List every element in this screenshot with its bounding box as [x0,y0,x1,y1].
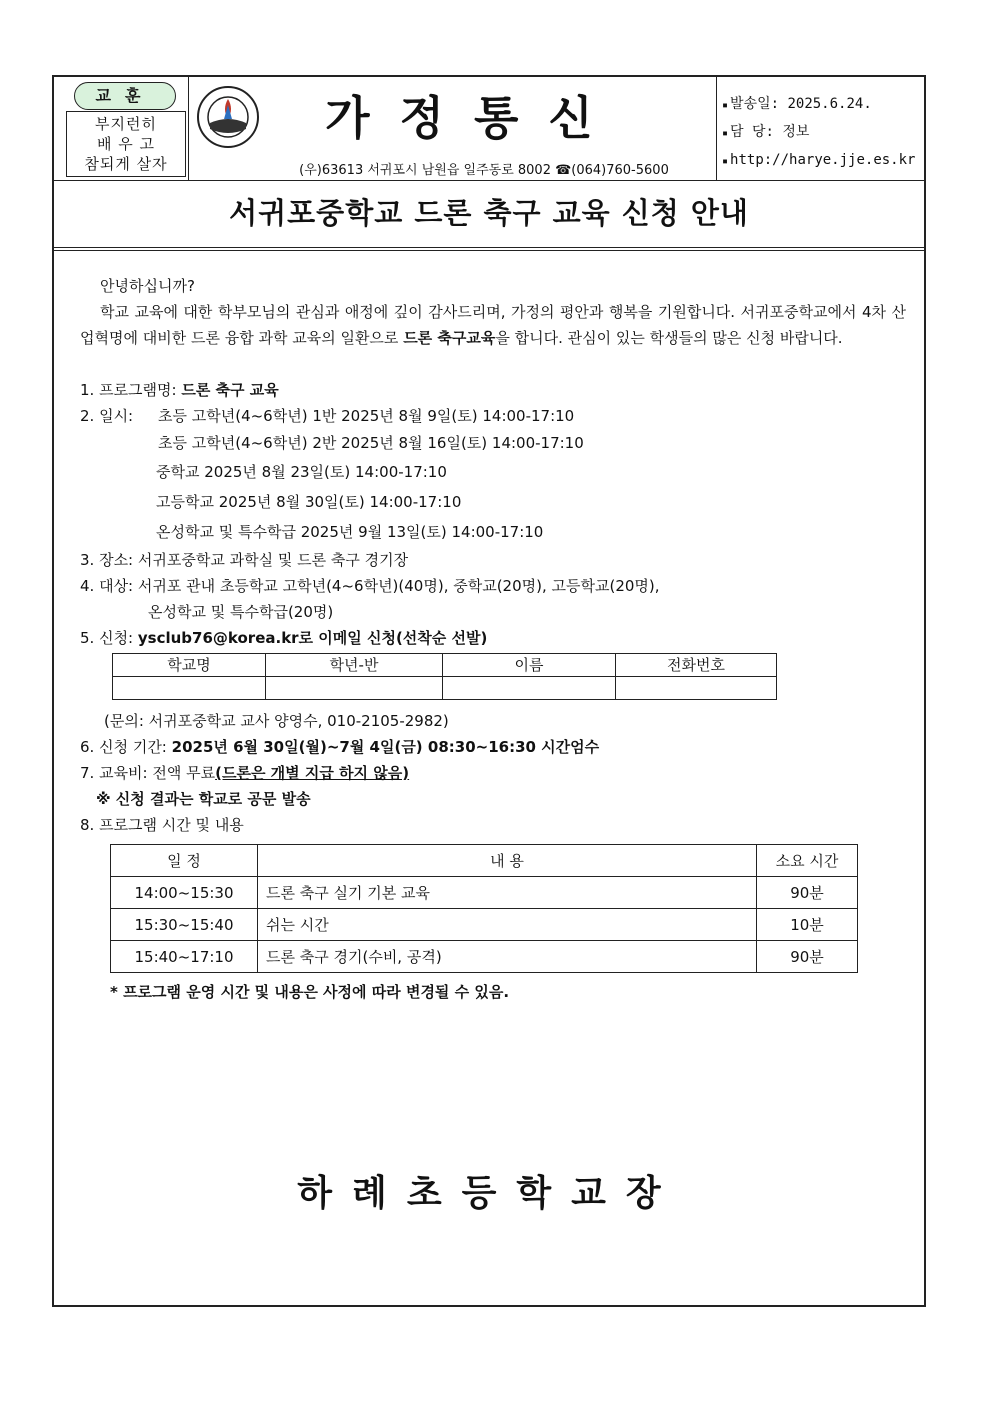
item-period [80,734,906,760]
table-header: 이름 [443,654,616,677]
schedule-content: 드론 축구 경기(수비, 공격) [258,941,757,973]
inquiry-info: (문의: 서귀포중학교 교사 양영수, 010-2105-2982) [104,712,449,730]
intro-emphasis: 드론 축구교육 [403,329,496,347]
item-label: 2. 일시: [80,407,134,425]
page-title: 가정통신 [325,91,623,145]
intro-text: 을 합니다. 관심이 있는 학생들의 많은 신청 바랍니다. [495,329,843,347]
application-form-table [112,653,777,700]
schedule-table [110,844,858,973]
schedule-time: 15:30~15:40 [111,909,258,941]
table-row [111,941,858,973]
table-header: 내 용 [258,845,757,877]
notice: ※ 신청 결과는 학교로 공문 발송 [96,790,311,808]
divider [188,77,189,180]
motto-title: 교훈 [74,82,176,110]
table-header: 소요 시간 [757,845,858,877]
date-line: 초등 고학년(4~6학년) 1반 2025년 8월 9일(토) 14:00-17:10 [158,407,575,425]
school-logo-icon [196,85,260,149]
issue-date: ▪ 발송일: 2025.6.24. [722,91,922,119]
school-address: (우)63613 서귀포시 남원읍 일주동로 8002 ☎(064)760-5600 [299,163,669,178]
item-dates [80,403,906,429]
divider [54,180,924,181]
item-value: 드론 축구 교육 [181,381,279,399]
document-body [80,273,906,1005]
schedule-duration: 90분 [757,941,858,973]
letterhead [54,77,924,180]
school-motto [60,79,188,177]
item-program [80,377,906,403]
intro-paragraph [80,299,906,351]
item-schedule: 8. 프로그램 시간 및 내용 [80,816,244,834]
schedule-duration: 90분 [757,877,858,909]
schedule-footnote: * 프로그램 운영 시간 및 내용은 사정에 따라 변경될 수 있음. [110,983,510,1001]
item-location: 3. 장소: 서귀포중학교 과학실 및 드론 축구 경기장 [80,551,409,569]
document-title: 서귀포중학교 드론 축구 교육 신청 안내 [229,196,749,230]
date-line: 중학교 2025년 8월 23일(토) 14:00-17:10 [156,463,447,481]
motto-line: 부지런히 [95,115,157,133]
website-link[interactable]: ▪ http://harye.jje.es.kr [722,147,922,175]
motto-line: 참되게 살자 [84,155,168,173]
table-header: 일 정 [111,845,258,877]
item-value: 2025년 6월 30일(월)~7월 4일(금) 08:30~16:30 시간엄수 [171,738,600,756]
motto-lines [66,111,186,177]
divider [54,250,924,251]
issue-info [722,91,922,175]
item-target: 4. 대상: 서귀포 관내 초등학교 고학년(4~6학년)(40명), 중학교(20명), 고등학교(20명), [80,577,660,595]
schedule-time: 14:00~15:30 [111,877,258,909]
table-header-row [113,654,777,677]
name-cell[interactable] [443,677,616,700]
table-header: 학교명 [113,654,266,677]
schedule-duration: 10분 [757,909,858,941]
divider [54,247,924,248]
motto-line: 배 우 고 [96,135,155,153]
school-name-cell[interactable] [113,677,266,700]
item-label: 6. 신청 기간: [80,738,172,756]
table-row [111,877,858,909]
table-header: 전화번호 [616,654,777,677]
table-header: 학년-반 [266,654,443,677]
item-label: 5. 신청: [80,629,138,647]
table-row [113,677,777,700]
schedule-content: 드론 축구 실기 기본 교육 [258,877,757,909]
item-fee [80,760,906,786]
date-line: 초등 고학년(4~6학년) 2반 2025년 8월 16일(토) 14:00-17:10 [158,434,584,452]
schedule-time: 15:40~17:10 [111,941,258,973]
schedule-content: 쉬는 시간 [258,909,757,941]
signature: 하례초등학교장 [297,1173,681,1214]
divider [716,77,717,180]
table-row [111,909,858,941]
item-value: ysclub76@korea.kr로 이메일 신청(선착순 선발) [137,629,488,647]
greeting: 안녕하십니까? [100,277,195,295]
item-apply [80,625,906,651]
document-frame [52,75,926,1307]
item-value: (드론은 개별 지급 하지 않음) [215,764,410,782]
item-label: 7. 교육비: 전액 무료 [80,764,216,782]
item-label: 1. 프로그램명: [80,381,182,399]
date-line: 고등학교 2025년 8월 30일(토) 14:00-17:10 [156,493,462,511]
person-in-charge: ▪ 담 당: 정보 [722,119,922,147]
table-header-row [111,845,858,877]
grade-class-cell[interactable] [266,677,443,700]
phone-cell[interactable] [616,677,777,700]
intro-text: 학교 교육에 대한 학부모님의 관심과 애정에 깊이 감사드리며, 가정의 평안과 행복을 기원합니다. 서귀포중학교에서 4차 산업혁명에 대비한 드론 융합 과학 교육의 일환으로 [80,303,906,347]
item-target-cont: 온성학교 및 특수학급(20명) [148,603,334,621]
date-line: 온성학교 및 특수학급 2025년 9월 13일(토) 14:00-17:10 [156,523,544,541]
